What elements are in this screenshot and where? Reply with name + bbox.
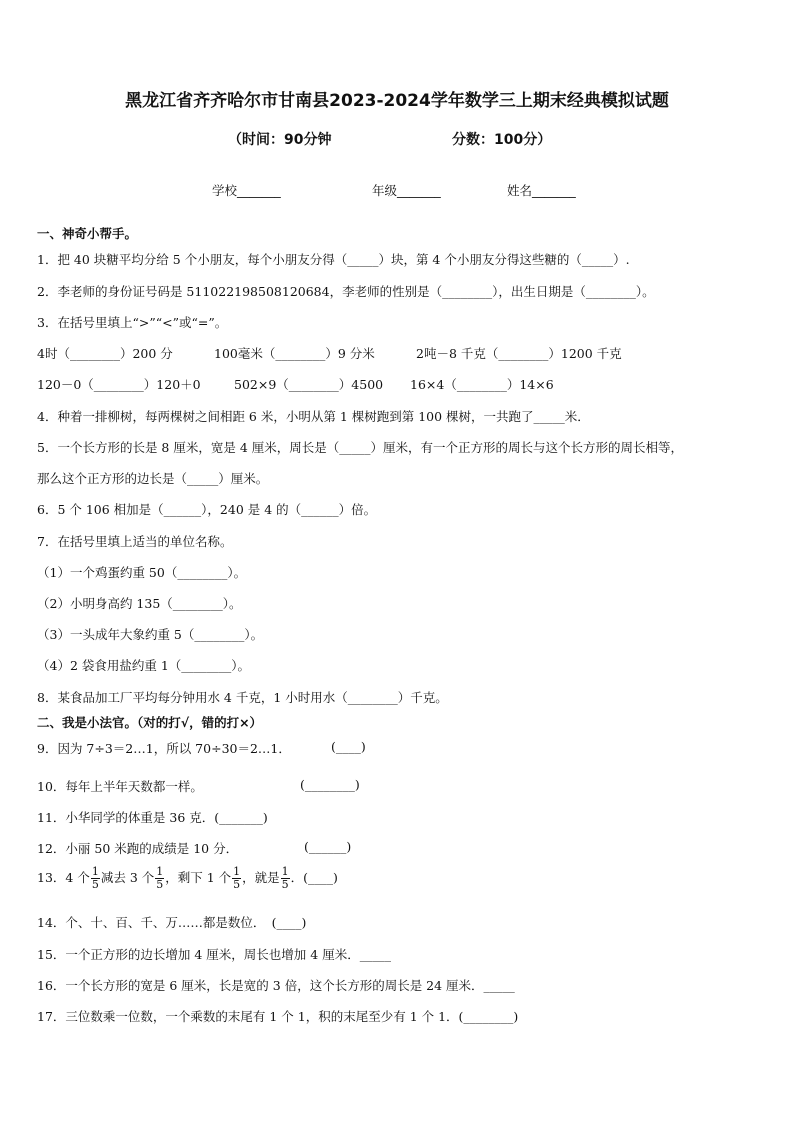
question-6: 6．5 个 106 相加是（______），240 是 4 的（______）倍。	[37, 502, 377, 517]
question-13-text: ，剩下 1 个	[165, 870, 232, 885]
question-13-text: ．(____)	[290, 870, 338, 885]
question-3: 3．在括号里填上“>”“<”或“=”。	[37, 315, 228, 330]
exam-score: 分数：100分）	[452, 132, 552, 148]
compare-item: 16×4（________）14×6	[410, 377, 554, 392]
question-13-text: 13．4 个	[37, 870, 90, 885]
fraction: $\frac{1}{5}$	[281, 865, 289, 891]
question-1: 1．把 40 块糖平均分给 5 个小朋友，每个小朋友分得（_____）块，第 4 个小朋友分得这些糖的（_____）.	[37, 252, 630, 267]
question-13-text: ，就是	[242, 870, 280, 885]
compare-item: 4时（________）200 分	[37, 346, 173, 361]
answer-blank[interactable]: (________)	[300, 777, 360, 792]
question-8: 8．某食品加工厂平均每分钟用水 4 千克，1 小时用水（________）千克。	[37, 690, 448, 705]
question-17: 17．三位数乘一位数，一个乘数的末尾有 1 个 1，积的末尾至少有 1 个 1．(________)	[37, 1009, 519, 1024]
question-15: 15．一个正方形的边长增加 4 厘米，周长也增加 4 厘米．_____	[37, 947, 391, 962]
fraction: $\frac{1}{5}$	[156, 865, 164, 891]
question-2: 2．李老师的身份证号码是 511022198508120684，李老师的性别是（________），出生日期是（________）。	[37, 284, 655, 299]
question-7-1: （1）一个鸡蛋约重 50（________）。	[37, 565, 247, 580]
compare-item: 502×9（________）4500	[234, 377, 384, 392]
question-14: 14．个、十、百、千、万……都是数位． (____)	[37, 915, 307, 930]
question-7: 7．在括号里填上适当的单位名称。	[37, 534, 233, 549]
fraction: $\frac{1}{5}$	[91, 865, 99, 891]
compare-item: 2吨－8 千克（________）1200 千克	[416, 346, 622, 361]
question-9-text: 9．因为 7÷3＝2…1，所以 70÷30＝2…1．	[37, 741, 291, 756]
question-13	[37, 866, 338, 891]
exam-time: （时间：90分钟	[228, 132, 332, 148]
answer-blank[interactable]: (____)	[331, 739, 366, 754]
question-7-3: （3）一头成年大象约重 5（________）。	[37, 627, 264, 642]
question-10-text: 10．每年上半年天数都一样。	[37, 779, 203, 794]
question-5-line-2: 那么这个正方形的边长是（_____）厘米。	[37, 471, 269, 486]
grade-field[interactable]: 年级_______	[372, 183, 441, 198]
question-10	[37, 777, 360, 795]
question-13-text: 减去 3 个	[100, 870, 155, 885]
question-5-line-1: 5．一个长方形的长是 8 厘米，宽是 4 厘米，周长是（_____）厘米，有一个正方形的周长与这个长方形的周长相等，	[37, 440, 684, 455]
page-title: 黑龙江省齐齐哈尔市甘南县2023-2024学年数学三上期末经典模拟试题	[125, 91, 669, 111]
name-field[interactable]: 姓名_______	[507, 183, 576, 198]
question-9	[37, 739, 366, 757]
question-4: 4．种着一排柳树，每两棵树之间相距 6 米，小明从第 1 棵树跑到第 100 棵树，一共跑了_____米．	[37, 409, 590, 424]
compare-item: 120－0（________）120＋0	[37, 377, 201, 392]
question-12-text: 12．小丽 50 米跑的成绩是 10 分．	[37, 841, 239, 856]
answer-blank[interactable]: (______)	[304, 839, 352, 854]
school-field[interactable]: 学校_______	[212, 183, 281, 198]
question-16: 16．一个长方形的宽是 6 厘米，长是宽的 3 倍，这个长方形的周长是 24 厘米．_____	[37, 978, 515, 993]
section-heading-1: 一、神奇小帮手。	[37, 226, 138, 241]
fraction: $\frac{1}{5}$	[233, 865, 241, 891]
question-7-4: （4）2 袋食用盐约重 1（________）。	[37, 658, 251, 673]
question-12	[37, 839, 352, 857]
compare-item: 100毫米（________）9 分米	[214, 346, 375, 361]
question-7-2: （2）小明身高约 135（________）。	[37, 596, 242, 611]
section-heading-2: 二、我是小法官。（对的打√，错的打×）	[37, 715, 263, 730]
question-11: 11．小华同学的体重是 36 克．(_______)	[37, 810, 268, 825]
